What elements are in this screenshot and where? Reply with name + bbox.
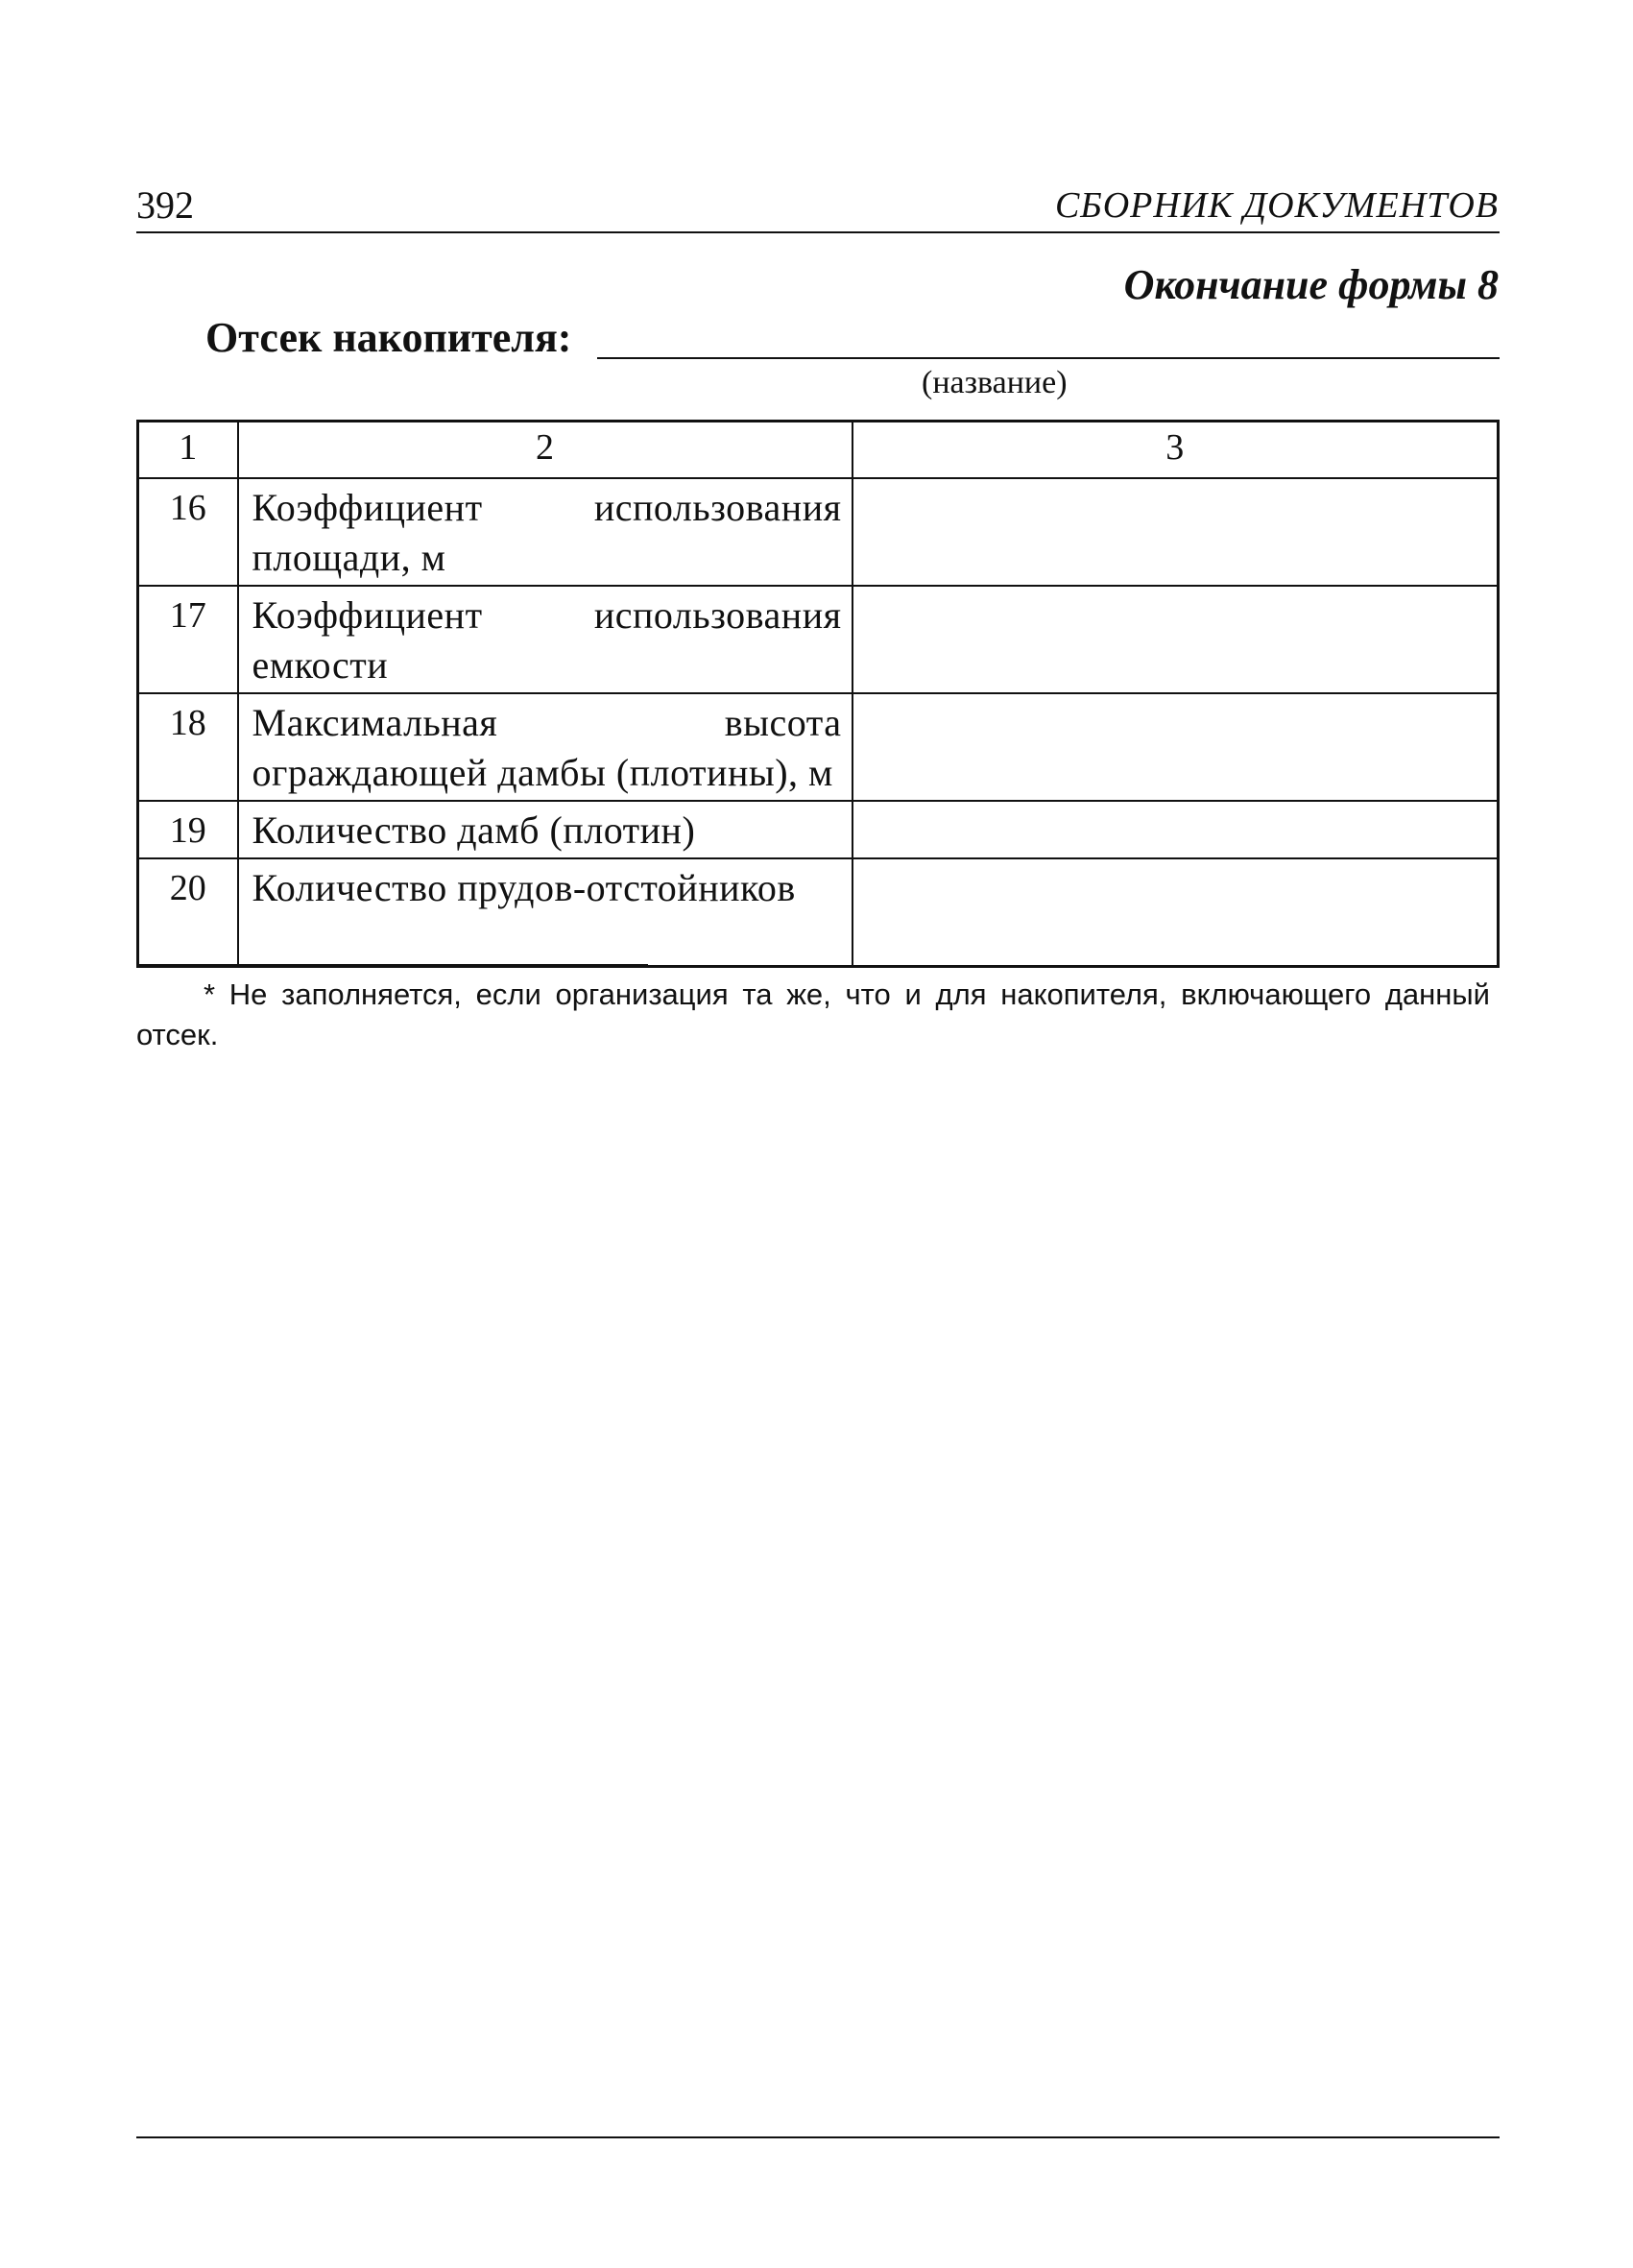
row-name: Количество прудов-отстойников (238, 858, 853, 967)
row-number: 17 (138, 586, 238, 693)
row-name: Количество дамб (плотин) (238, 801, 853, 858)
table-row (138, 801, 1499, 858)
column-header: 2 (238, 422, 853, 479)
row-number: 20 (138, 858, 238, 967)
compartment-name-hint: (название) (922, 365, 1068, 400)
page-number: 392 (136, 183, 194, 227)
table-row (138, 858, 1499, 967)
compartment-label: Отсек накопителя: (205, 314, 572, 361)
column-header: 1 (138, 422, 238, 479)
row-value-cell[interactable] (853, 478, 1499, 586)
row-name: Коэффициент использования емкости (238, 586, 853, 693)
form-caption: Окончание формы 8 (1123, 261, 1499, 308)
footnote-rule (136, 964, 648, 966)
header-rule (136, 231, 1500, 233)
row-name: Максимальная высота ограждающей дамбы (плотины), м (238, 693, 853, 801)
row-number: 19 (138, 801, 238, 858)
row-value-cell[interactable] (853, 801, 1499, 858)
row-number: 18 (138, 693, 238, 801)
row-value-cell[interactable] (853, 586, 1499, 693)
row-number: 16 (138, 478, 238, 586)
compartment-name-line (597, 357, 1500, 359)
form-table (136, 420, 1500, 968)
table-row (138, 586, 1499, 693)
footnote: * Не заполняется, если организация та же, что и для накопителя, включающего данный отсек. (136, 977, 1490, 1051)
row-name: Коэффициент использования площади, м (238, 478, 853, 586)
column-header: 3 (853, 422, 1499, 479)
bottom-rule (136, 2136, 1500, 2138)
row-value-cell[interactable] (853, 858, 1499, 967)
running-title: СБОРНИК ДОКУМЕНТОВ (1054, 185, 1499, 226)
table-header-row (138, 422, 1499, 479)
row-value-cell[interactable] (853, 693, 1499, 801)
table-row (138, 693, 1499, 801)
table-row (138, 478, 1499, 586)
